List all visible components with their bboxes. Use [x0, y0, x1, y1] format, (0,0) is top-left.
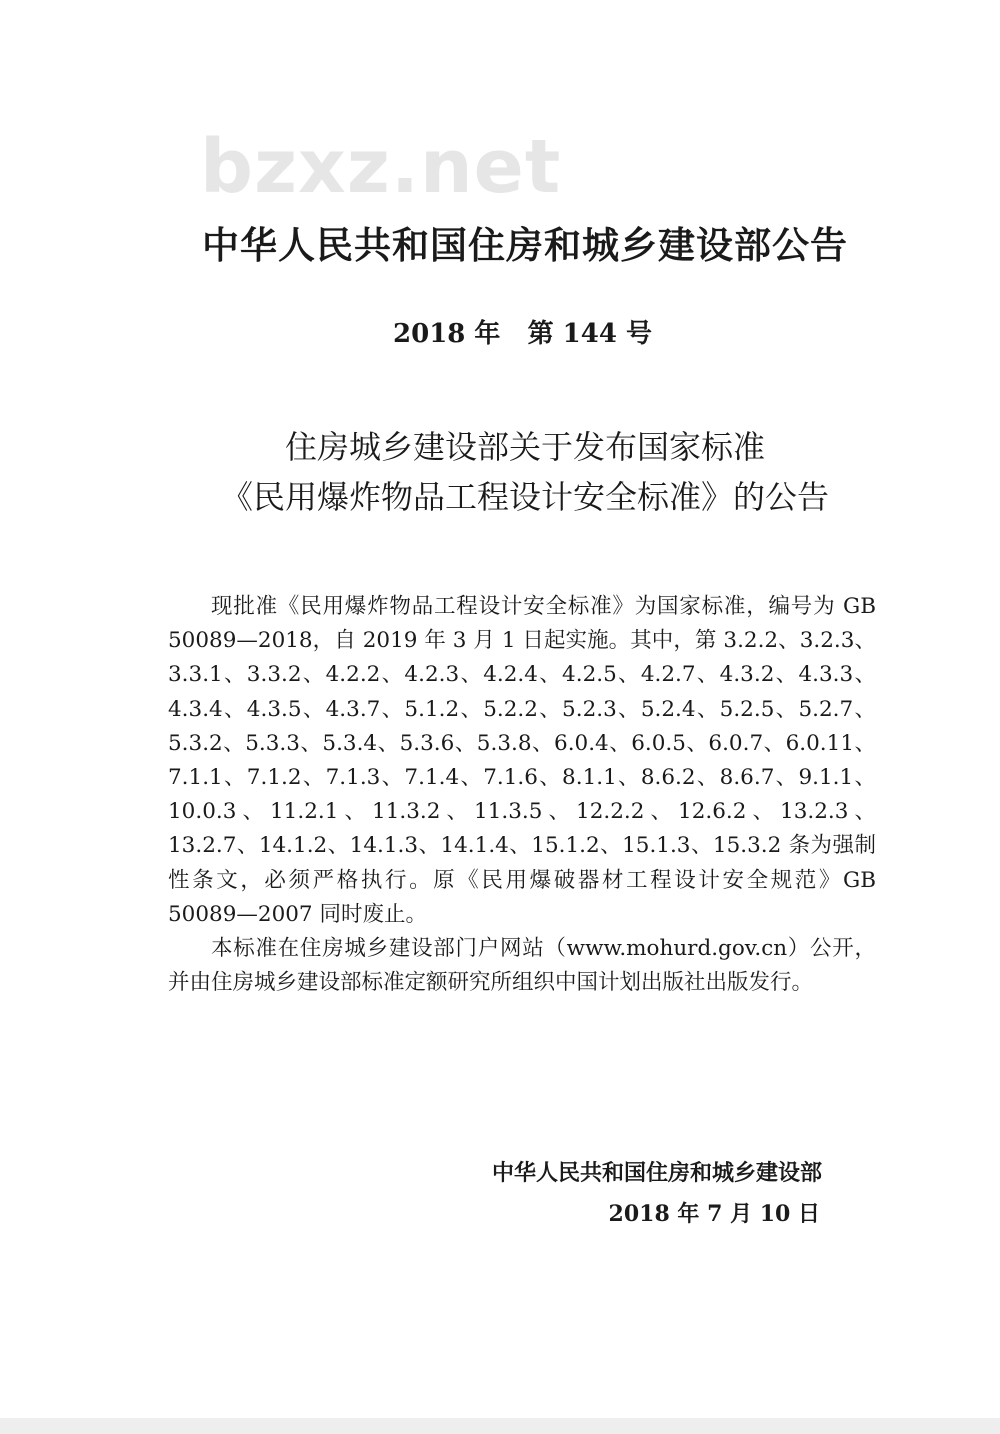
signing-date: 2018 年 7 月 10 日 [608, 1201, 820, 1227]
body-paragraph-2: 本标准在住房城乡建设部门户网站（www.mohurd.gov.cn）公开，并由住房城乡建设部标准定额研究所组织中国计划出版社出版发行。 [168, 936, 876, 996]
subtitle-line-1: 住房城乡建设部关于发布国家标准 [284, 428, 765, 466]
subtitle-line-2: 《民用爆炸物品工程设计安全标准》的公告 [220, 478, 829, 516]
page-bottom-edge [0, 1418, 1000, 1434]
body-paragraph-1: 现批准《民用爆炸物品工程设计安全标准》为国家标准，编号为 GB 50089—2018，自 2019 年 3 月 1 日起实施。其中，第 3.2.2、3.2.3、3.3.1、3.3.2、4.2.2、4.2.3、4.2.4、4.2.5、4.2.7、4.3.2、4.3.3、4.3.4、4.3.5、4.3.7、5.1.2、5.2.2、5.2.3、5.2.4、5.2.5、5.2.7、5.3.2、5.3.3、5.3.4、5.3.6、5.3.8、6.0.4、6.0.5、6.0.7、6.0.11、7.1.1、7.1.2、7.1.3、7.1.4、7.1.6、8.1.1、8.6.2、8.6.7、9.1.1、10.0.3、11.2.1、11.3.2、11.3.5、12.2.2、12.6.2、13.2.3、13.2.7、14.1.2、14.1.3、14.1.4、15.1.2、15.1.3、15.3.2 条为强制性条文，必须严格执行。原《民用爆破器材工程设计安全规范》GB 50089—2007 同时废止。 [168, 594, 876, 927]
announcement-body [168, 590, 876, 1000]
watermark-logo: bzxz.net [200, 124, 562, 210]
announcement-number: 2018 年 第 144 号 [393, 319, 652, 349]
page-heading: 中华人民共和国住房和城乡建设部公告 [202, 224, 848, 267]
signer: 中华人民共和国住房和城乡建设部 [491, 1161, 822, 1186]
